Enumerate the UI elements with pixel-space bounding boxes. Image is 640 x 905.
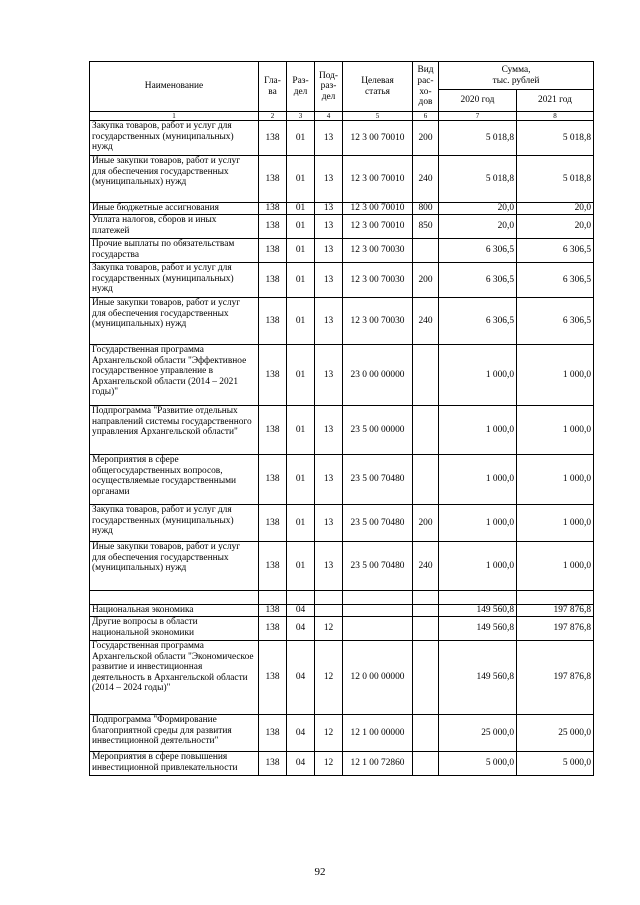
row-amount-2021: 6 306,5 (517, 263, 594, 298)
row-razdel (287, 591, 315, 605)
row-vid: 200 (413, 121, 439, 156)
row-name: Подпрограмма "Формирование благоприятной среды для развития инвестиционной деятельности" (90, 715, 259, 752)
row-vid (413, 591, 439, 605)
col-number: 1 (90, 112, 259, 121)
row-vid (413, 617, 439, 641)
row-vid (413, 455, 439, 505)
table-row (90, 406, 594, 455)
row-name: Прочие выплаты по обязательствам государства (90, 239, 259, 263)
row-statya: 23 5 00 70480 (343, 505, 413, 542)
row-statya: 23 5 00 70480 (343, 542, 413, 591)
row-vid (413, 605, 439, 617)
row-razdel: 01 (287, 215, 315, 239)
row-glava: 138 (259, 298, 287, 345)
row-podrazdel: 13 (315, 263, 343, 298)
row-amount-2021: 20,0 (517, 215, 594, 239)
row-amount-2021: 197 876,8 (517, 605, 594, 617)
table-row (90, 455, 594, 505)
col-number: 4 (315, 112, 343, 121)
row-name: Другие вопросы в области национальной экономики (90, 617, 259, 641)
row-razdel: 01 (287, 156, 315, 203)
row-name: Мероприятия в сфере повышения инвестиционной привлекательности (90, 752, 259, 776)
row-amount-2020 (439, 591, 517, 605)
row-glava: 138 (259, 605, 287, 617)
col-number: 3 (287, 112, 315, 121)
row-glava: 138 (259, 641, 287, 715)
row-name: Иные закупки товаров, работ и услуг для обеспечения государственных (муниципальных) нужд (90, 156, 259, 203)
row-name: Иные бюджетные ассигнования (90, 203, 259, 215)
table-row (90, 617, 594, 641)
row-statya: 12 3 00 70030 (343, 239, 413, 263)
header-podrazdel: Под- раз- дел (315, 62, 343, 112)
row-podrazdel: 13 (315, 215, 343, 239)
row-glava: 138 (259, 715, 287, 752)
table-body (90, 121, 594, 776)
row-statya (343, 591, 413, 605)
row-amount-2020: 1 000,0 (439, 542, 517, 591)
row-razdel: 04 (287, 617, 315, 641)
row-amount-2021: 25 000,0 (517, 715, 594, 752)
header-name: Наименование (90, 62, 259, 112)
row-razdel: 01 (287, 505, 315, 542)
table-row (90, 505, 594, 542)
row-vid: 240 (413, 542, 439, 591)
row-glava: 138 (259, 542, 287, 591)
header-statya: Целевая статья (343, 62, 413, 112)
row-amount-2021: 1 000,0 (517, 455, 594, 505)
row-statya (343, 617, 413, 641)
row-amount-2021: 197 876,8 (517, 617, 594, 641)
row-glava: 138 (259, 345, 287, 406)
row-amount-2020: 1 000,0 (439, 455, 517, 505)
row-amount-2021 (517, 591, 594, 605)
row-podrazdel: 12 (315, 752, 343, 776)
row-razdel: 01 (287, 542, 315, 591)
row-vid (413, 345, 439, 406)
row-razdel: 01 (287, 345, 315, 406)
row-glava: 138 (259, 203, 287, 215)
row-vid (413, 239, 439, 263)
row-podrazdel: 13 (315, 542, 343, 591)
row-statya: 12 3 00 70030 (343, 298, 413, 345)
row-vid (413, 641, 439, 715)
table-row (90, 215, 594, 239)
table-row (90, 239, 594, 263)
row-podrazdel: 13 (315, 406, 343, 455)
row-vid: 240 (413, 298, 439, 345)
table-row (90, 605, 594, 617)
row-glava: 138 (259, 617, 287, 641)
row-glava: 138 (259, 406, 287, 455)
row-glava: 138 (259, 752, 287, 776)
col-number: 8 (517, 112, 594, 121)
row-amount-2020: 5 018,8 (439, 156, 517, 203)
row-name: Государственная программа Архангельской области "Экономическое развитие и инвестиционная деятельность в Архангельской области (2014 – 2024 годы)" (90, 641, 259, 715)
row-name: Национальная экономика (90, 605, 259, 617)
row-name: Иные закупки товаров, работ и услуг для обеспечения государственных (муниципальных) нужд (90, 298, 259, 345)
row-vid: 850 (413, 215, 439, 239)
row-glava: 138 (259, 505, 287, 542)
row-statya: 12 3 00 70010 (343, 121, 413, 156)
row-razdel: 01 (287, 406, 315, 455)
row-glava: 138 (259, 215, 287, 239)
row-amount-2020: 1 000,0 (439, 345, 517, 406)
row-podrazdel: 13 (315, 298, 343, 345)
row-amount-2020: 6 306,5 (439, 263, 517, 298)
row-amount-2020: 149 560,8 (439, 605, 517, 617)
row-razdel: 04 (287, 641, 315, 715)
row-glava: 138 (259, 263, 287, 298)
row-razdel: 04 (287, 605, 315, 617)
row-amount-2020: 5 000,0 (439, 752, 517, 776)
row-amount-2021: 1 000,0 (517, 505, 594, 542)
row-name: Подпрограмма "Развитие отдельных направлений системы государственного управления Архангельской области" (90, 406, 259, 455)
col-number: 7 (439, 112, 517, 121)
row-amount-2020: 149 560,8 (439, 617, 517, 641)
row-statya: 12 3 00 70010 (343, 215, 413, 239)
table-row (90, 591, 594, 605)
table-row (90, 298, 594, 345)
row-amount-2020: 6 306,5 (439, 239, 517, 263)
row-amount-2021: 20,0 (517, 203, 594, 215)
row-amount-2020: 149 560,8 (439, 641, 517, 715)
row-amount-2021: 5 000,0 (517, 752, 594, 776)
header-summa: Сумма, тыс. рублей (439, 62, 594, 90)
row-podrazdel: 13 (315, 505, 343, 542)
page-number: 92 (314, 866, 326, 878)
row-podrazdel: 13 (315, 121, 343, 156)
row-podrazdel: 13 (315, 455, 343, 505)
row-glava: 138 (259, 156, 287, 203)
row-podrazdel: 12 (315, 715, 343, 752)
row-amount-2020: 6 306,5 (439, 298, 517, 345)
row-statya: 12 1 00 72860 (343, 752, 413, 776)
row-podrazdel: 13 (315, 239, 343, 263)
row-podrazdel: 13 (315, 345, 343, 406)
table-row (90, 156, 594, 203)
row-amount-2021: 6 306,5 (517, 239, 594, 263)
row-statya: 12 3 00 70030 (343, 263, 413, 298)
row-razdel: 01 (287, 203, 315, 215)
row-glava: 138 (259, 121, 287, 156)
table-row (90, 203, 594, 215)
row-statya: 23 5 00 70480 (343, 455, 413, 505)
col-number: 5 (343, 112, 413, 121)
row-name: Иные закупки товаров, работ и услуг для обеспечения государственных (муниципальных) нужд (90, 542, 259, 591)
row-vid: 240 (413, 156, 439, 203)
table-row (90, 752, 594, 776)
col-number: 6 (413, 112, 439, 121)
row-vid (413, 715, 439, 752)
row-name: Закупка товаров, работ и услуг для государственных (муниципальных) нужд (90, 263, 259, 298)
header-year-2020: 2020 год (439, 90, 517, 112)
col-number: 2 (259, 112, 287, 121)
row-glava: 138 (259, 239, 287, 263)
row-glava (259, 591, 287, 605)
row-vid: 800 (413, 203, 439, 215)
row-vid (413, 406, 439, 455)
row-name: Уплата налогов, сборов и иных платежей (90, 215, 259, 239)
row-name (90, 591, 259, 605)
table-row (90, 542, 594, 591)
row-podrazdel: 13 (315, 156, 343, 203)
row-razdel: 01 (287, 239, 315, 263)
row-podrazdel: 12 (315, 641, 343, 715)
row-podrazdel (315, 605, 343, 617)
row-podrazdel: 13 (315, 203, 343, 215)
row-amount-2021: 6 306,5 (517, 298, 594, 345)
row-amount-2021: 5 018,8 (517, 156, 594, 203)
row-podrazdel: 12 (315, 617, 343, 641)
row-amount-2020: 20,0 (439, 203, 517, 215)
row-glava: 138 (259, 455, 287, 505)
row-vid: 200 (413, 505, 439, 542)
budget-table (89, 61, 594, 776)
row-razdel: 04 (287, 715, 315, 752)
row-razdel: 01 (287, 455, 315, 505)
row-statya: 23 0 00 00000 (343, 345, 413, 406)
row-vid: 200 (413, 263, 439, 298)
table-row (90, 121, 594, 156)
row-statya: 12 0 00 00000 (343, 641, 413, 715)
row-amount-2021: 1 000,0 (517, 542, 594, 591)
row-vid (413, 752, 439, 776)
row-statya: 23 5 00 00000 (343, 406, 413, 455)
row-razdel: 01 (287, 121, 315, 156)
row-statya (343, 605, 413, 617)
header-year-2021: 2021 год (517, 90, 594, 112)
row-name: Мероприятия в сфере общегосударственных вопросов, осуществляемые государственными органами (90, 455, 259, 505)
table-row (90, 345, 594, 406)
row-razdel: 01 (287, 263, 315, 298)
row-amount-2021: 197 876,8 (517, 641, 594, 715)
row-name: Закупка товаров, работ и услуг для государственных (муниципальных) нужд (90, 121, 259, 156)
table-row (90, 263, 594, 298)
row-amount-2020: 20,0 (439, 215, 517, 239)
row-razdel: 01 (287, 298, 315, 345)
row-amount-2021: 1 000,0 (517, 345, 594, 406)
column-number-row (90, 112, 594, 121)
header-glava: Гла- ва (259, 62, 287, 112)
row-statya: 12 1 00 00000 (343, 715, 413, 752)
header-razdel: Раз- дел (287, 62, 315, 112)
row-amount-2021: 5 018,8 (517, 121, 594, 156)
row-amount-2020: 5 018,8 (439, 121, 517, 156)
table-row (90, 715, 594, 752)
row-razdel: 04 (287, 752, 315, 776)
row-amount-2021: 1 000,0 (517, 406, 594, 455)
row-name: Закупка товаров, работ и услуг для государственных (муниципальных) нужд (90, 505, 259, 542)
row-amount-2020: 1 000,0 (439, 505, 517, 542)
header-vid: Вид рас- хо- дов (413, 62, 439, 112)
row-statya: 12 3 00 70010 (343, 203, 413, 215)
row-name: Государственная программа Архангельской области "Эффективное государственное управление в Архангельской области (2014 – 2021 годы)" (90, 345, 259, 406)
row-statya: 12 3 00 70010 (343, 156, 413, 203)
table-row (90, 641, 594, 715)
row-amount-2020: 1 000,0 (439, 406, 517, 455)
row-amount-2020: 25 000,0 (439, 715, 517, 752)
row-podrazdel (315, 591, 343, 605)
